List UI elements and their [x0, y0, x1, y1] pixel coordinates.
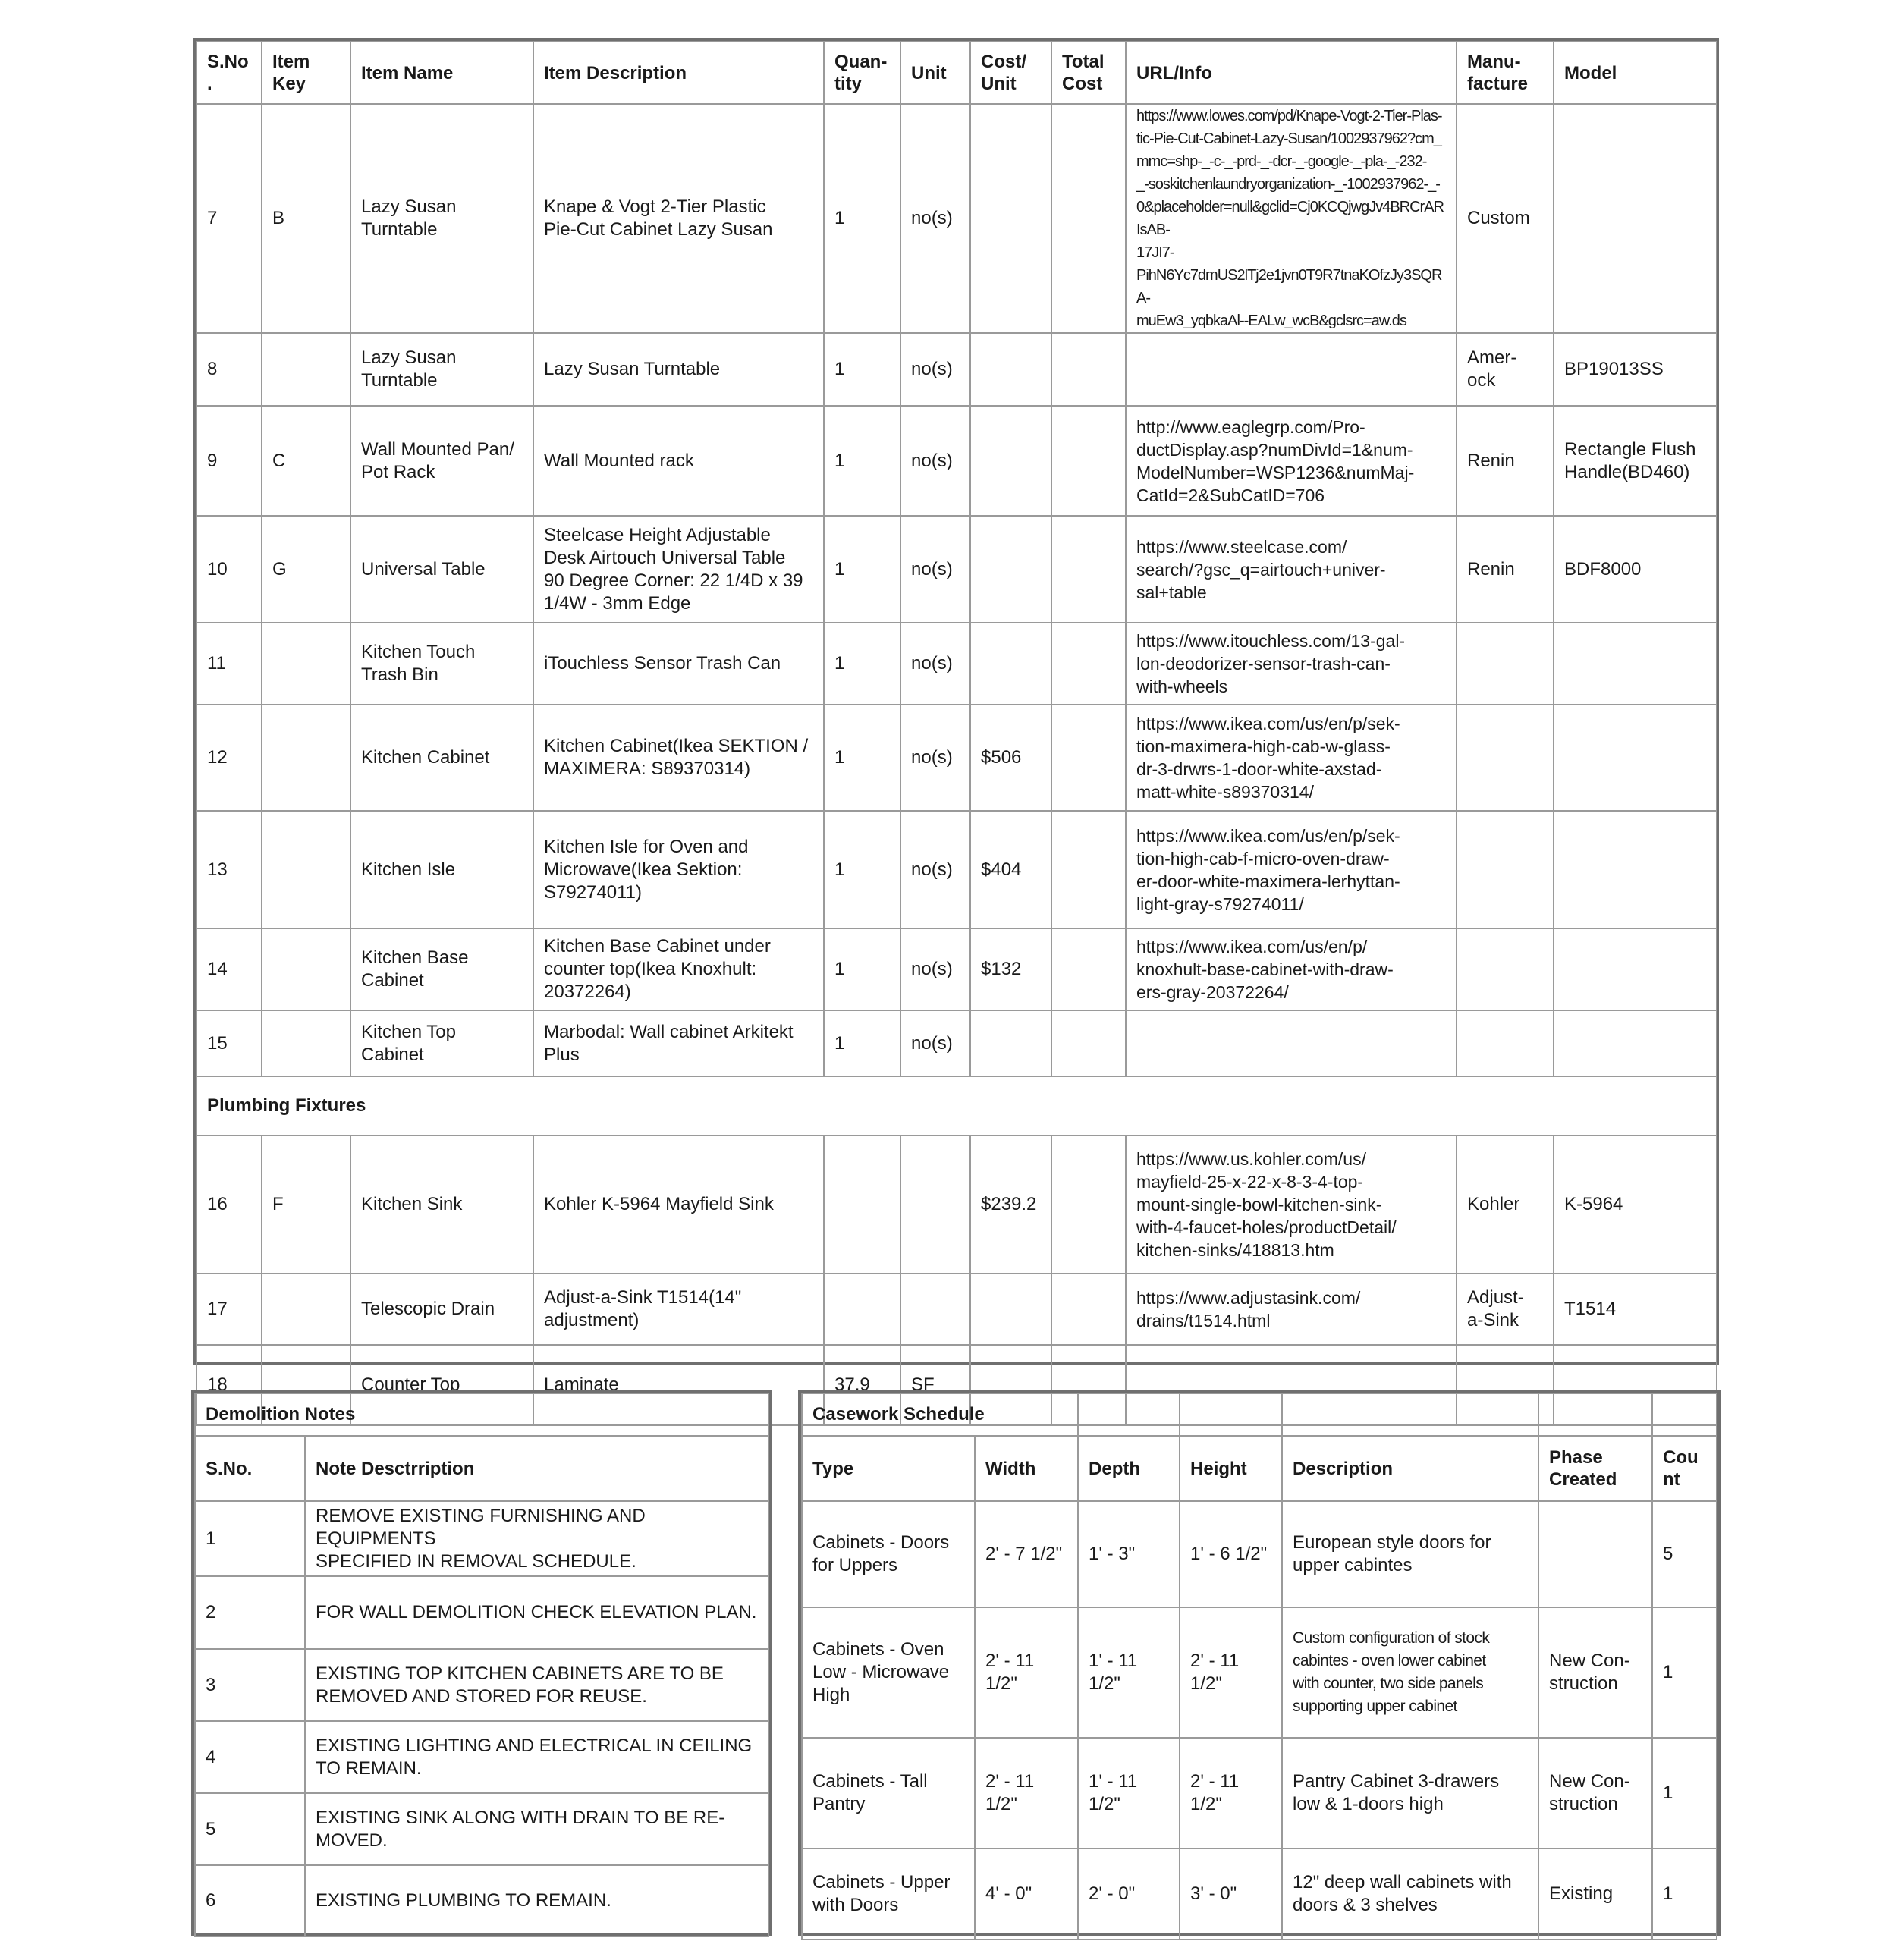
- cell-phase-created: New Con- struction: [1538, 1738, 1652, 1848]
- cell-item-name: Kitchen Cabinet: [350, 705, 533, 811]
- table-row: [196, 1135, 1717, 1274]
- cell-sno: 17: [196, 1274, 262, 1345]
- cell-url-info: https://www.ikea.com/us/en/p/ knoxhult-base-cabinet-with-draw- ers-gray-20372264/: [1126, 928, 1457, 1010]
- header-url-info: URL/Info: [1126, 42, 1457, 104]
- cell-cost-unit: [970, 1274, 1051, 1345]
- cell-sno: 18: [196, 1345, 262, 1425]
- cell-cost-unit: [970, 333, 1051, 406]
- cell-item-key: F: [262, 1135, 350, 1274]
- cell-phase-created: Existing: [1538, 1848, 1652, 1940]
- cell-url-info: https://www.us.kohler.com/us/ mayfield-25-x-22-x-8-3-4-top- mount-single-bowl-kitchen-sink- with-4-faucet-holes/productDetail/ kitchen-sinks/418813.htm: [1126, 1135, 1457, 1274]
- cell-model: [1554, 928, 1717, 1010]
- cell-quantity: 1: [824, 104, 900, 333]
- casework-schedule: [798, 1390, 1721, 1936]
- cell-quantity: 1: [824, 406, 900, 516]
- cell-item-key: [262, 1274, 350, 1345]
- cell-model: T1514: [1554, 1274, 1717, 1345]
- cell-description: Pantry Cabinet 3-drawers low & 1-doors high: [1282, 1738, 1538, 1848]
- cell-item-name: Universal Table: [350, 516, 533, 623]
- title-spacer: [1180, 1393, 1282, 1436]
- cell-total-cost: [1051, 928, 1126, 1010]
- table-row: [196, 1010, 1717, 1076]
- cell-unit: no(s): [900, 1010, 970, 1076]
- cell-total-cost: [1051, 333, 1126, 406]
- cell-manufacture: Renin: [1457, 516, 1554, 623]
- cell-height: 1' - 6 1/2": [1180, 1501, 1282, 1607]
- title-spacer: [1538, 1393, 1652, 1436]
- cell-sno: 8: [196, 333, 262, 406]
- cell-manufacture: [1457, 623, 1554, 705]
- cell-sno: 5: [195, 1793, 305, 1865]
- cell-item-description: Kitchen Isle for Oven and Microwave(Ikea Sektion: S79274011): [533, 811, 824, 928]
- header-phase-created: Phase Created: [1538, 1436, 1652, 1501]
- table-row: [195, 1649, 768, 1721]
- cell-model: [1554, 623, 1717, 705]
- cell-sno: 15: [196, 1010, 262, 1076]
- cell-total-cost: [1051, 705, 1126, 811]
- cell-item-key: C: [262, 406, 350, 516]
- cell-total-cost: [1051, 1274, 1126, 1345]
- cell-quantity: 1: [824, 705, 900, 811]
- cell-note: EXISTING LIGHTING AND ELECTRICAL IN CEILING TO REMAIN.: [305, 1721, 768, 1793]
- cell-quantity: [824, 1135, 900, 1274]
- cell-quantity: 1: [824, 516, 900, 623]
- cell-sno: 1: [195, 1501, 305, 1576]
- cell-item-key: [262, 928, 350, 1010]
- cell-height: 3' - 0": [1180, 1848, 1282, 1940]
- cell-item-name: Telescopic Drain: [350, 1274, 533, 1345]
- demolition-notes: [191, 1390, 772, 1936]
- header-sno: S.No.: [196, 42, 262, 104]
- table-row: [195, 1501, 768, 1576]
- cell-sno: 9: [196, 406, 262, 516]
- cell-unit: [900, 1274, 970, 1345]
- cell-item-description: Laminate: [533, 1345, 824, 1425]
- cell-type: Cabinets - Upper with Doors: [802, 1848, 975, 1940]
- header-model: Model: [1554, 42, 1717, 104]
- table-row: [802, 1607, 1717, 1738]
- cell-item-name: Kitchen Base Cabinet: [350, 928, 533, 1010]
- cell-height: 2' - 11 1/2": [1180, 1607, 1282, 1738]
- section-label-plumbing-fixtures: Plumbing Fixtures: [196, 1076, 1717, 1135]
- cell-item-name: Wall Mounted Pan/ Pot Rack: [350, 406, 533, 516]
- table-row: [196, 623, 1717, 705]
- table-row: [802, 1501, 1717, 1607]
- cell-item-description: Adjust-a-Sink T1514(14" adjustment): [533, 1274, 824, 1345]
- table-row: [195, 1865, 768, 1936]
- cell-total-cost: [1051, 1135, 1126, 1274]
- cell-manufacture: Kohler: [1457, 1135, 1554, 1274]
- cell-total-cost: [1051, 516, 1126, 623]
- cell-unit: no(s): [900, 623, 970, 705]
- header-sno: S.No.: [195, 1436, 305, 1501]
- cell-total-cost: [1051, 1010, 1126, 1076]
- cell-count: 1: [1652, 1738, 1717, 1848]
- cell-url-info: [1126, 1010, 1457, 1076]
- cell-description: European style doors for upper cabintes: [1282, 1501, 1538, 1607]
- cell-phase-created: New Con- struction: [1538, 1607, 1652, 1738]
- cell-manufacture: Renin: [1457, 406, 1554, 516]
- items-schedule: [193, 38, 1719, 1395]
- cell-model: BDF8000: [1554, 516, 1717, 623]
- header-item-description: Item Description: [533, 42, 824, 104]
- table-row: [196, 516, 1717, 623]
- title-spacer: [1078, 1393, 1180, 1436]
- header-unit: Unit: [900, 42, 970, 104]
- demolition-table: [194, 1393, 769, 1937]
- header-height: Height: [1180, 1436, 1282, 1501]
- cell-manufacture: Adjust- a-Sink: [1457, 1274, 1554, 1345]
- cell-note: EXISTING SINK ALONG WITH DRAIN TO BE RE- MOVED.: [305, 1793, 768, 1865]
- cell-type: Cabinets - Tall Pantry: [802, 1738, 975, 1848]
- cell-quantity: 1: [824, 623, 900, 705]
- table-row: [802, 1738, 1717, 1848]
- cell-model: [1554, 104, 1717, 333]
- cell-sno: 11: [196, 623, 262, 705]
- cell-item-key: [262, 623, 350, 705]
- cell-total-cost: [1051, 811, 1126, 928]
- cell-cost-unit: $404: [970, 811, 1051, 928]
- cell-manufacture: [1457, 1010, 1554, 1076]
- cell-item-key: B: [262, 104, 350, 333]
- header-type: Type: [802, 1436, 975, 1501]
- cell-quantity: [824, 1274, 900, 1345]
- casework-title-row: [802, 1393, 1717, 1436]
- items-table: [196, 41, 1717, 1426]
- cell-count: 1: [1652, 1848, 1717, 1940]
- cell-depth: 1' - 11 1/2": [1078, 1738, 1180, 1848]
- cell-description: 12" deep wall cabinets with doors & 3 shelves: [1282, 1848, 1538, 1940]
- cell-item-description: Steelcase Height Adjustable Desk Airtouch Universal Table 90 Degree Corner: 22 1/4D x 39 1/4W - 3mm Edge: [533, 516, 824, 623]
- cell-item-description: iTouchless Sensor Trash Can: [533, 623, 824, 705]
- cell-phase-created: [1538, 1501, 1652, 1607]
- demolition-header-row: [195, 1436, 768, 1501]
- cell-cost-unit: [970, 104, 1051, 333]
- cell-item-name: Lazy Susan Turntable: [350, 333, 533, 406]
- cell-sno: 7: [196, 104, 262, 333]
- header-item-name: Item Name: [350, 42, 533, 104]
- cell-sno: 13: [196, 811, 262, 928]
- cell-cost-unit: [970, 406, 1051, 516]
- table-row: [196, 811, 1717, 928]
- table-row: [196, 406, 1717, 516]
- cell-item-description: Kitchen Cabinet(Ikea SEKTION / MAXIMERA: S89370314): [533, 705, 824, 811]
- table-row: [196, 333, 1717, 406]
- cell-item-name: Counter Top: [350, 1345, 533, 1425]
- casework-header-row: [802, 1436, 1717, 1501]
- cell-item-description: Knape & Vogt 2-Tier Plastic Pie-Cut Cabinet Lazy Susan: [533, 104, 824, 333]
- header-item-key: Item Key: [262, 42, 350, 104]
- section-row: [196, 1076, 1717, 1135]
- cell-item-name: Kitchen Touch Trash Bin: [350, 623, 533, 705]
- cell-unit: no(s): [900, 333, 970, 406]
- cell-item-description: Wall Mounted rack: [533, 406, 824, 516]
- table-row: [195, 1576, 768, 1649]
- cell-unit: no(s): [900, 928, 970, 1010]
- cell-quantity: 1: [824, 333, 900, 406]
- cell-item-name: Kitchen Sink: [350, 1135, 533, 1274]
- cell-depth: 2' - 0": [1078, 1848, 1180, 1940]
- table-row: [196, 928, 1717, 1010]
- cell-manufacture: Amer- ock: [1457, 333, 1554, 406]
- cell-item-description: Lazy Susan Turntable: [533, 333, 824, 406]
- cell-quantity: 1: [824, 928, 900, 1010]
- demolition-title-row: [195, 1393, 768, 1436]
- cell-sno: 2: [195, 1576, 305, 1649]
- cell-cost-unit: [970, 516, 1051, 623]
- cell-url-info: https://www.ikea.com/us/en/p/sek- tion-maximera-high-cab-w-glass- dr-3-drwrs-1-door-white-axstad- matt-white-s89370314/: [1126, 705, 1457, 811]
- cell-width: 2' - 11 1/2": [975, 1738, 1078, 1848]
- cell-item-key: [262, 333, 350, 406]
- cell-note: REMOVE EXISTING FURNISHING AND EQUIPMENTS SPECIFIED IN REMOVAL SCHEDULE.: [305, 1501, 768, 1576]
- cell-note: EXISTING PLUMBING TO REMAIN.: [305, 1865, 768, 1936]
- cell-url-info: http://www.eaglegrp.com/Pro- ductDisplay.asp?numDivId=1&num- ModelNumber=WSP1236&numMaj- CatId=2&SubCatID=706: [1126, 406, 1457, 516]
- cell-count: 1: [1652, 1607, 1717, 1738]
- demolition-title: Demolition Notes: [195, 1393, 768, 1436]
- cell-note: FOR WALL DEMOLITION CHECK ELEVATION PLAN.: [305, 1576, 768, 1649]
- cell-description: Custom configuration of stock cabintes - oven lower cabinet with counter, two side panels supporting upper cabinet: [1282, 1607, 1538, 1738]
- cell-sno: 12: [196, 705, 262, 811]
- cell-item-description: Marbodal: Wall cabinet Arkitekt Plus: [533, 1010, 824, 1076]
- cell-item-name: Kitchen Isle: [350, 811, 533, 928]
- cell-item-key: [262, 811, 350, 928]
- cell-cost-unit: [970, 1010, 1051, 1076]
- cell-model: [1554, 705, 1717, 811]
- header-cost-unit: Cost/ Unit: [970, 42, 1051, 104]
- cell-width: 4' - 0": [975, 1848, 1078, 1940]
- header-depth: Depth: [1078, 1436, 1180, 1501]
- cell-sno: 6: [195, 1865, 305, 1936]
- cell-unit: no(s): [900, 811, 970, 928]
- cell-item-name: Lazy Susan Turntable: [350, 104, 533, 333]
- cell-quantity: 1: [824, 811, 900, 928]
- table-row: [196, 1274, 1717, 1345]
- cell-cost-unit: $132: [970, 928, 1051, 1010]
- cell-cost-unit: $239.2: [970, 1135, 1051, 1274]
- cell-item-key: [262, 705, 350, 811]
- header-manufacture: Manu- facture: [1457, 42, 1554, 104]
- cell-unit: no(s): [900, 104, 970, 333]
- cell-url-info: https://www.steelcase.com/ search/?gsc_q=airtouch+univer- sal+table: [1126, 516, 1457, 623]
- cell-manufacture: Custom: [1457, 104, 1554, 333]
- cell-unit: [900, 1135, 970, 1274]
- table-row: [195, 1721, 768, 1793]
- casework-title: Casework Schedule: [802, 1393, 1078, 1436]
- cell-manufacture: [1457, 928, 1554, 1010]
- cell-model: K-5964: [1554, 1135, 1717, 1274]
- cell-url-info: [1126, 333, 1457, 406]
- header-width: Width: [975, 1436, 1078, 1501]
- header-description: Description: [1282, 1436, 1538, 1501]
- cell-model: BP19013SS: [1554, 333, 1717, 406]
- cell-quantity: 1: [824, 1010, 900, 1076]
- table-row: [196, 104, 1717, 333]
- cell-model: [1554, 1010, 1717, 1076]
- cell-url-info: https://www.lowes.com/pd/Knape-Vogt-2-Tier-Plas- tic-Pie-Cut-Cabinet-Lazy-Susan/1002937962?cm_ mmc=shp-_-c-_-prd-_-dcr-_-google-_-pla-_-232- _-soskitchenlaundryorganization-_-1002937962-_- 0&placeholder=null&gclid=Cj0KCQjwgJv4BRCrARIsAB- 17JI7-PihN6Yc7dmUS2lTj2e1jvn0T9R7tnaKOfzJy3SQRA- muEw3_yqbkaAl--EALw_wcB&gclsrc=aw.ds: [1126, 104, 1457, 333]
- cell-model: [1554, 811, 1717, 928]
- cell-manufacture: [1457, 705, 1554, 811]
- cell-total-cost: [1051, 623, 1126, 705]
- cell-url-info: https://www.adjustasink.com/ drains/t1514.html: [1126, 1274, 1457, 1345]
- cell-depth: 1' - 11 1/2": [1078, 1607, 1180, 1738]
- cell-item-key: [262, 1010, 350, 1076]
- cell-item-key: G: [262, 516, 350, 623]
- cell-item-description: Kohler K-5964 Mayfield Sink: [533, 1135, 824, 1274]
- cell-url-info: https://www.itouchless.com/13-gal- lon-deodorizer-sensor-trash-can- with-wheels: [1126, 623, 1457, 705]
- table-row: [195, 1793, 768, 1865]
- cell-sno: 14: [196, 928, 262, 1010]
- cell-sno: 10: [196, 516, 262, 623]
- casework-table: [801, 1393, 1717, 1940]
- title-spacer: [1652, 1393, 1717, 1436]
- cell-unit: no(s): [900, 516, 970, 623]
- cell-sno: 3: [195, 1649, 305, 1721]
- cell-type: Cabinets - Oven Low - Microwave High: [802, 1607, 975, 1738]
- cell-note: EXISTING TOP KITCHEN CABINETS ARE TO BE REMOVED AND STORED FOR REUSE.: [305, 1649, 768, 1721]
- cell-unit: no(s): [900, 705, 970, 811]
- cell-cost-unit: [970, 623, 1051, 705]
- cell-quantity: 37.9: [824, 1345, 900, 1425]
- header-note-description: Note Desctrription: [305, 1436, 768, 1501]
- table-row: [196, 705, 1717, 811]
- cell-depth: 1' - 3": [1078, 1501, 1180, 1607]
- cell-item-name: Kitchen Top Cabinet: [350, 1010, 533, 1076]
- cell-model: Rectangle Flush Handle(BD460): [1554, 406, 1717, 516]
- cell-sno: 4: [195, 1721, 305, 1793]
- cell-type: Cabinets - Doors for Uppers: [802, 1501, 975, 1607]
- cell-height: 2' - 11 1/2": [1180, 1738, 1282, 1848]
- cell-width: 2' - 11 1/2": [975, 1607, 1078, 1738]
- cell-item-description: Kitchen Base Cabinet under counter top(Ikea Knoxhult: 20372264): [533, 928, 824, 1010]
- cell-unit: SF: [900, 1345, 970, 1425]
- cell-sno: 16: [196, 1135, 262, 1274]
- header-total-cost: Total Cost: [1051, 42, 1126, 104]
- cell-url-info: https://www.ikea.com/us/en/p/sek- tion-high-cab-f-micro-oven-draw- er-door-white-maximera-lerhyttan- light-gray-s79274011/: [1126, 811, 1457, 928]
- header-count: Count: [1652, 1436, 1717, 1501]
- cell-total-cost: [1051, 104, 1126, 333]
- cell-unit: no(s): [900, 406, 970, 516]
- header-quantity: Quan- tity: [824, 42, 900, 104]
- cell-manufacture: [1457, 811, 1554, 928]
- title-spacer: [1282, 1393, 1538, 1436]
- cell-count: 5: [1652, 1501, 1717, 1607]
- items-header-row: [196, 42, 1717, 104]
- cell-width: 2' - 7 1/2": [975, 1501, 1078, 1607]
- table-row: [802, 1848, 1717, 1940]
- cell-cost-unit: $506: [970, 705, 1051, 811]
- cell-total-cost: [1051, 406, 1126, 516]
